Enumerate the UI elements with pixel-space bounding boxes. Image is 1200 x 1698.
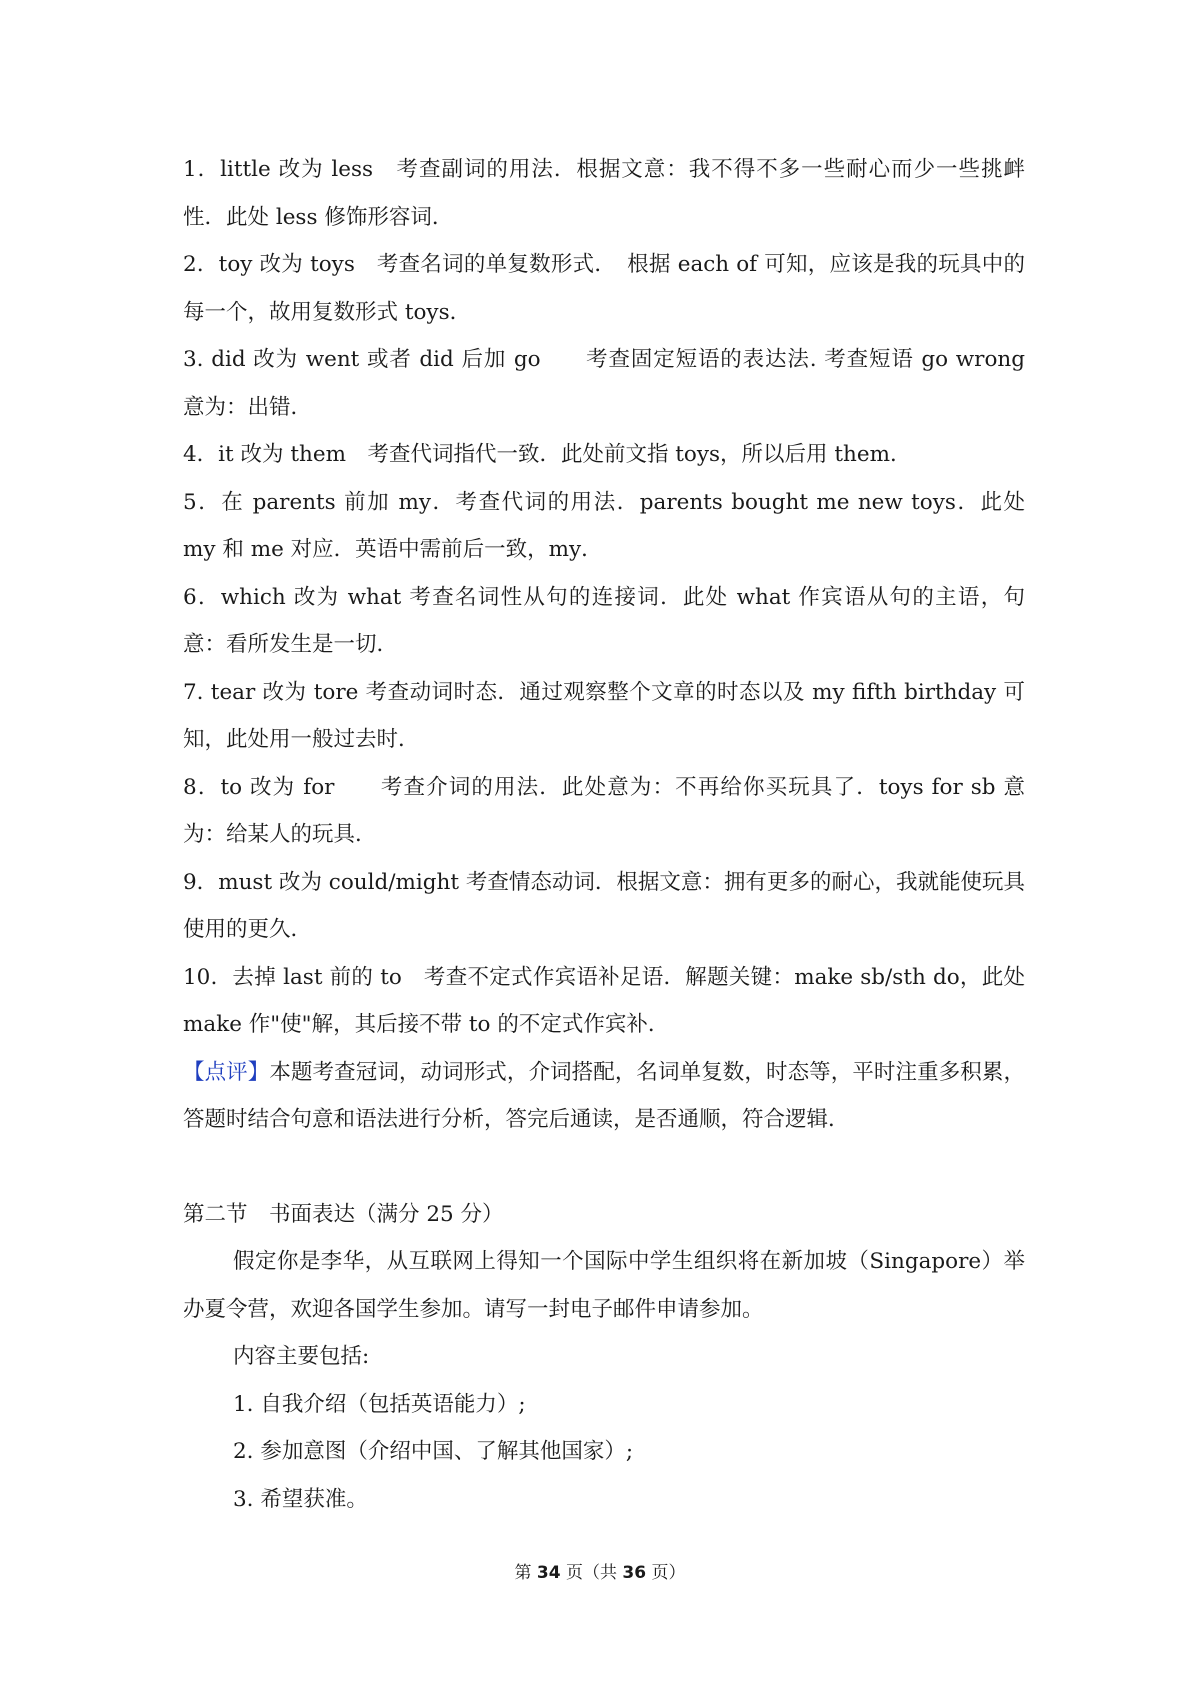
- footer-middle: 页（共: [560, 1563, 623, 1583]
- page-footer: [0, 1558, 1200, 1583]
- footer-suffix: 页）: [646, 1563, 686, 1583]
- section-title: 第二节 书面表达（满分 25 分）: [183, 1201, 504, 1227]
- answer-7: 7. tear 改为 tore 考查动词时态．通过观察整个文章的时态以及 my fifth birthday 可知，此处用一般过去时．: [183, 679, 1025, 752]
- requirement-item-3: 3. 希望获准。: [233, 1486, 368, 1512]
- comment-tag: 【点评】: [183, 1059, 270, 1085]
- answer-9: 9．must 改为 could/might 考查情态动词．根据文意：拥有更多的耐心，我就能使玩具使用的更久．: [183, 869, 1025, 942]
- requirement-item-2: 2. 参加意图（介绍中国、了解其他国家）;: [233, 1439, 634, 1464]
- answer-3: 3. did 改为 went 或者 did 后加 go 考查固定短语的表达法. 考查短语 go wrong 意为：出错．: [183, 347, 1025, 420]
- answer-6: 6．which 改为 what 考查名词性从句的连接词．此处 what 作宾语从句的主语，句意：看所发生是一切．: [183, 584, 1025, 657]
- answer-5: 5．在 parents 前加 my．考查代词的用法．parents bought me new toys．此处 my 和 me 对应．英语中需前后一致，my．: [183, 489, 1025, 562]
- answer-8: 8．to 改为 for 考查介词的用法．此处意为：不再给你买玩具了．toys for sb 意为：给某人的玩具．: [183, 774, 1025, 847]
- requirement-item-1: 1. 自我介绍（包括英语能力）;: [233, 1391, 526, 1417]
- comment-text: 本题考查冠词，动词形式，介词搭配，名词单复数，时态等，平时注重多积累，答题时结合句意和语法进行分析，答完后通读，是否通顺，符合逻辑．: [183, 1059, 1025, 1132]
- document-page: [183, 146, 1025, 1523]
- footer-page-number: 34: [536, 1563, 561, 1583]
- comment-paragraph: [183, 1049, 1025, 1144]
- answer-2: 2．toy 改为 toys 考查名词的单复数形式． 根据 each of 可知，应该是我的玩具中的每一个，故用复数形式 toys．: [183, 252, 1025, 325]
- answer-4: 4．it 改为 them 考查代词指代一致．此处前文指 toys，所以后用 them．: [183, 442, 912, 467]
- answer-1: 1．little 改为 less 考查副词的用法．根据文意：我不得不多一些耐心而少一些挑衅性．此处 less 修饰形容词．: [183, 157, 1025, 230]
- footer-prefix: 第: [514, 1563, 537, 1583]
- answer-10: 10．去掉 last 前的 to 考查不定式作宾语补足语．解题关键：make sb/sth do，此处 make 作"使"解，其后接不带 to 的不定式作宾补．: [183, 964, 1025, 1037]
- content-label: 内容主要包括:: [233, 1344, 370, 1369]
- section-spacer: [183, 1144, 1025, 1191]
- writing-prompt: 假定你是李华，从互联网上得知一个国际中学生组织将在新加坡（Singapore）举办夏令营，欢迎各国学生参加。请写一封电子邮件申请参加。: [183, 1249, 1025, 1322]
- footer-total-pages: 36: [622, 1563, 647, 1583]
